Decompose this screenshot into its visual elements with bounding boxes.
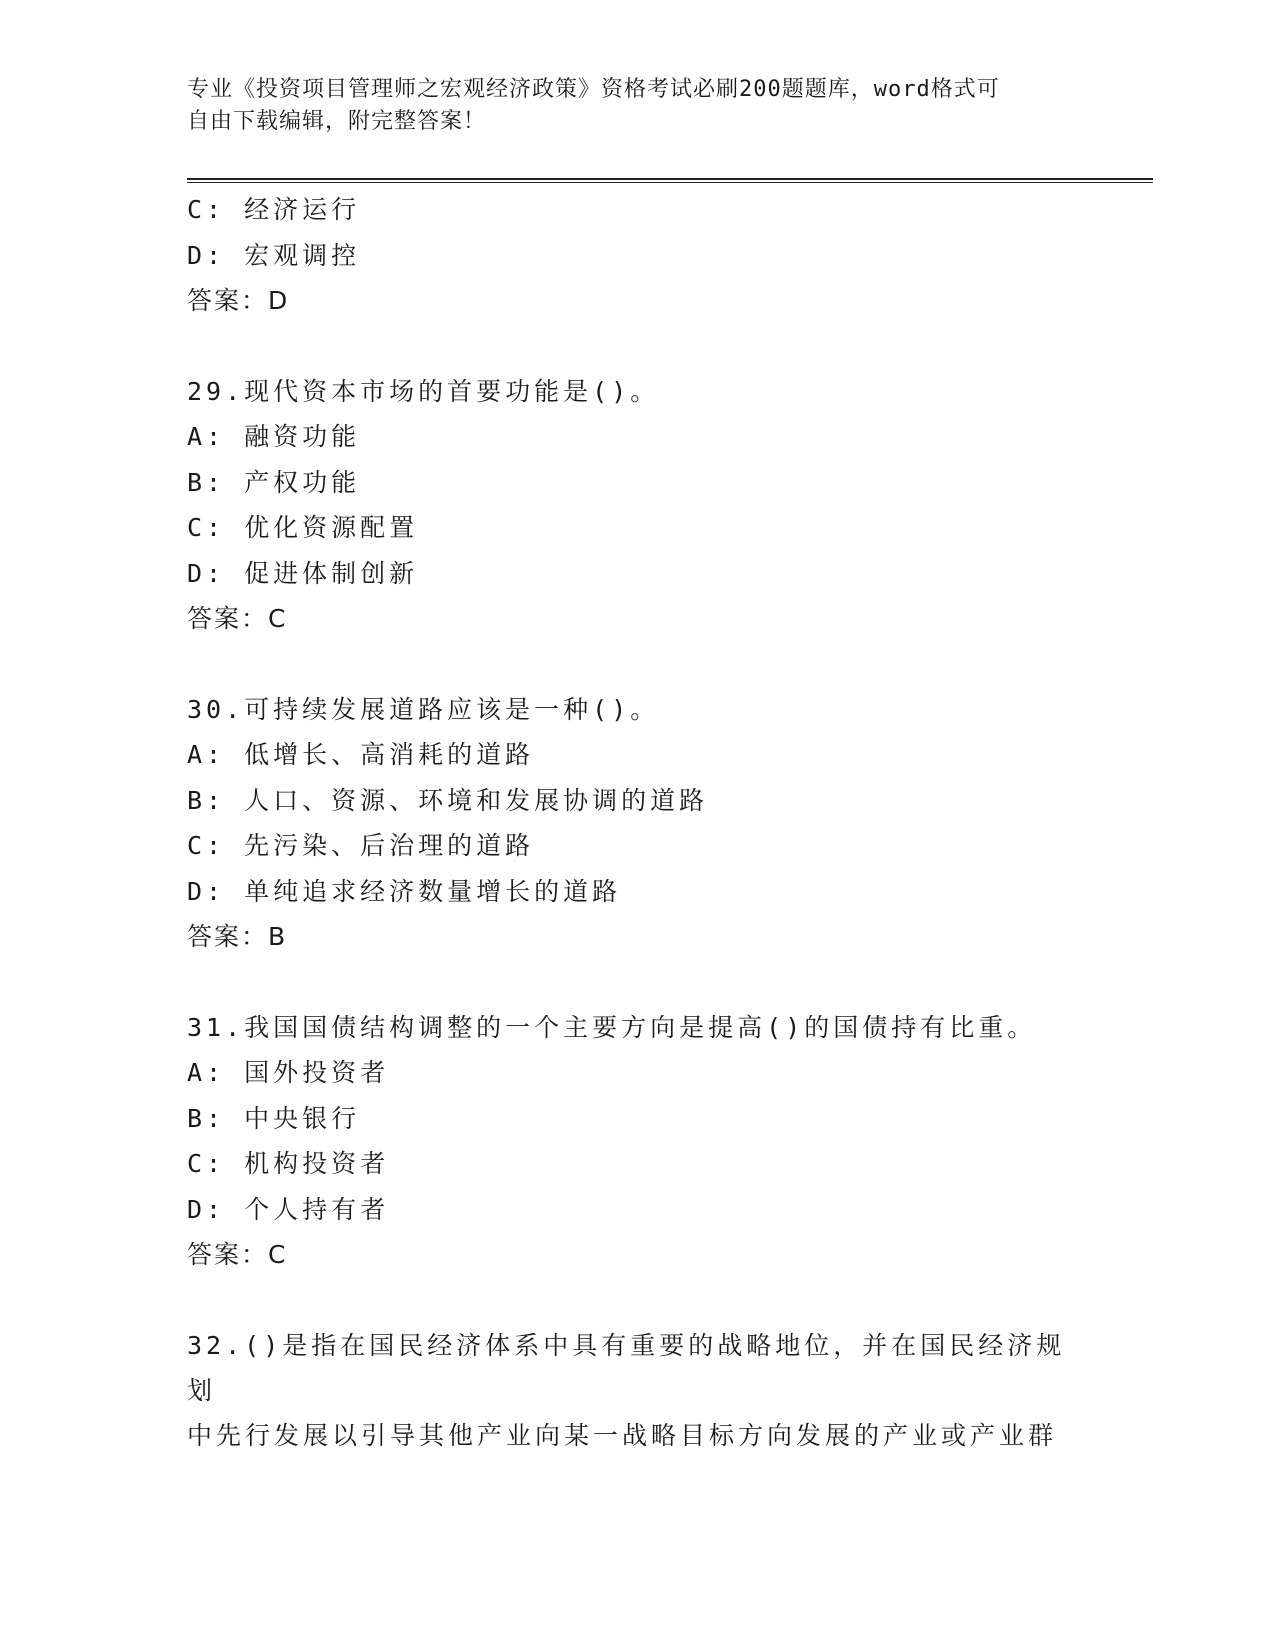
question-29 [187,369,1087,642]
answer-line: 答案：B [187,922,288,951]
option-d: D: 宏观调控 [187,240,361,270]
header-divider [187,178,1153,183]
option-b: B: 产权功能 [187,467,361,497]
question-32 [187,1323,1087,1458]
option-d: D: 单纯追求经济数量增长的道路 [187,876,622,906]
question-stem-line-1: 32.()是指在国民经济体系中具有重要的战略地位，并在国民经济规划 [187,1331,1066,1405]
option-c: C: 先污染、后治理的道路 [187,831,535,860]
question-31 [187,1005,1087,1278]
document-header [187,74,1067,138]
option-a: A: 融资功能 [187,422,361,451]
header-line-1: 专业《投资项目管理师之宏观经济政策》资格考试必刷200题题库，word格式可 [187,77,1000,102]
option-c: C: 优化资源配置 [187,513,419,542]
question-30 [187,687,1087,960]
option-c: C: 机构投资者 [187,1149,390,1178]
option-d: D: 个人持有者 [187,1194,390,1224]
question-stem: 29.现代资本市场的首要功能是()。 [187,376,660,406]
option-d: D: 促进体制创新 [187,558,419,588]
option-a: A: 低增长、高消耗的道路 [187,740,535,769]
question-stem-line-2: 中先行发展以引导其他产业向某一战略目标方向发展的产业或产业群 [187,1421,1058,1450]
answer-line: 答案：C [187,604,288,633]
question-stem: 31.我国国债结构调整的一个主要方向是提高()的国债持有比重。 [187,1012,1037,1042]
header-line-2: 自由下载编辑，附完整答案！ [187,109,487,134]
answer-line: 答案：D [187,286,290,315]
option-a: A: 国外投资者 [187,1058,390,1087]
question-list [187,187,1087,1278]
option-c: C: 经济运行 [187,195,361,224]
question-stem: 30.可持续发展道路应该是一种()。 [187,694,660,724]
question-28-continuation [187,187,1087,324]
option-b: B: 中央银行 [187,1103,361,1133]
option-b: B: 人口、资源、环境和发展协调的道路 [187,785,709,815]
answer-line: 答案：C [187,1240,288,1269]
